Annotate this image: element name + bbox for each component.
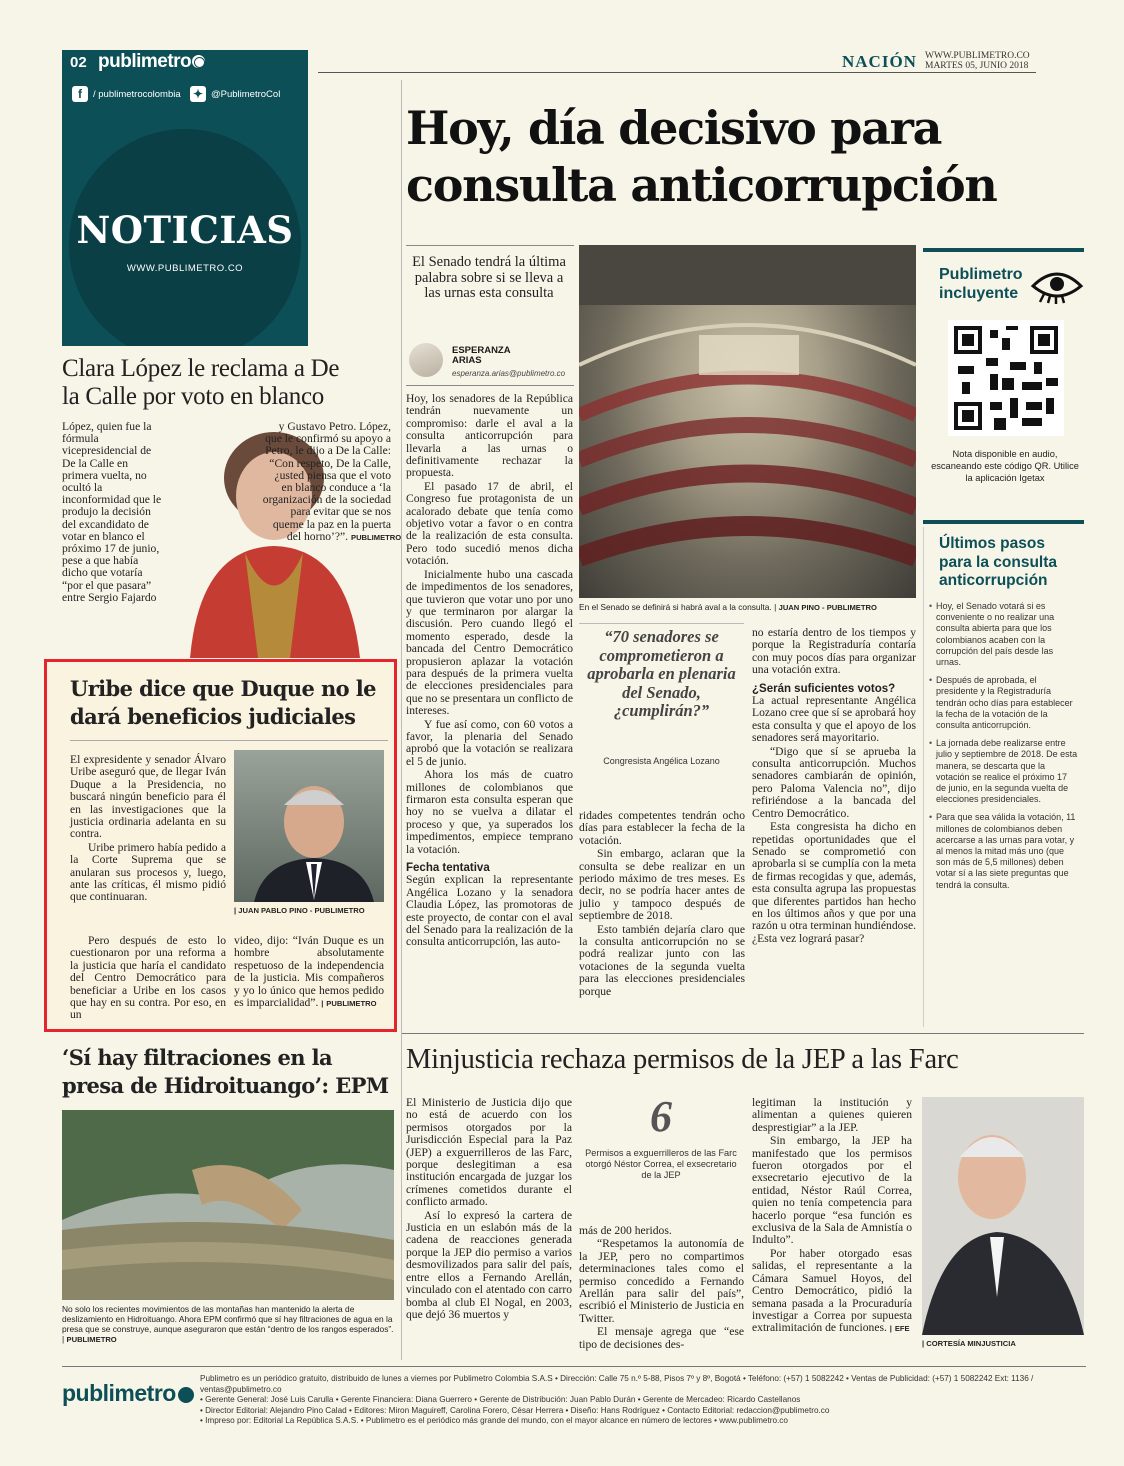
clara-col-left: López, quien fue la fórmula vicepresidencial de De la Calle en primera vuelta, no ocultó la inconformidad que le produjo la decisión del excandidato de votar en blanco el próximo 17 de junio, pese a que había dicho que votaría “por el que pasara” entre Sergio Fajardo (62, 420, 162, 604)
logo-globe-icon (192, 55, 205, 68)
section-url: WWW.PUBLIMETRO.CO (126, 263, 244, 274)
divider (401, 80, 402, 1360)
main-story-col2: ridades competentes tendrán ocho días para establecer la fecha de la votación. Sin embargo, aclaran que la consulta se debe realizar en un periodo máximo de tres meses. Es decir, no se podría hacer antes de julio y tampoco después de septiembre de 2018. Esto también dejaría claro que la consulta anticorrupción no se podrá realizar junto con las votaciones de la segunda vuelta para las elecciones presidenciales porque (579, 809, 745, 998)
senate-illustration (579, 245, 916, 598)
steps-title: Últimos pasos para la consulta anticorrupción (939, 535, 1058, 589)
main-subtitle: El Senado tendrá la última palabra sobre si se lleva a las urnas esta consulta (412, 254, 566, 301)
author-avatar (409, 343, 443, 377)
stat-text: Permisos a exguerrilleros de las Farc otorgó Néstor Correa, el exsecretario de la JEP (585, 1148, 737, 1180)
page-number: 02 (70, 54, 87, 71)
jep-headline: Minjusticia rechaza permisos de la JEP a las Farc (406, 1044, 959, 1075)
divider (402, 1033, 1084, 1034)
subhead: ¿Serán suficientes votos? (752, 682, 896, 695)
steps-list (929, 601, 1079, 898)
pull-quote-attribution: Congresista Angélica Lozano (603, 756, 720, 766)
twitter-icon: ✦ (190, 86, 206, 102)
list-item: • La jornada debe realizarse entre julio y septiembre de 2018. De esta manera, se descarta que la votación se realice el próximo 17 de junio, en la segunda vuelta de elecciones presidenciales. (929, 738, 1079, 805)
uribe-end-credit: PUBLIMETRO (326, 999, 377, 1009)
author-name: ESPERANZA ARIAS (452, 345, 511, 366)
header-dateline (925, 51, 1030, 71)
facebook-link[interactable]: f / publimetrocolombia (72, 86, 181, 102)
logo-globe-icon (178, 1387, 194, 1403)
stat-number: 6 (650, 1092, 672, 1141)
site-url: WWW.PUBLIMETRO.CO (925, 51, 1030, 61)
issue-date: MARTES 05, JUNIO 2018 (925, 61, 1029, 71)
main-story-col3: no estaría dentro de los tiempos y porque la Registraduría contaría con muy pocos días para organizar una votación extra. ¿Serán suficientes votos? La actual representante Angélica Lozano cree que sí se aprobará hoy esta consulta y que el apoyo de los senadores será mayoritario. “Digo que sí se aprueba la consulta anticorrupción. Muchos senadores cambiarán de opinión, pero Paloma Valencia no”, dijo refiriéndose a la bancada del Centro Democrático. Esta congresista ha dicho en repetidas oportunidades que el Senado se comprometió con aprobarla si se cumplía con la meta de firmas recogidas y que, además, esta consulta agrupa las propuestas que diferentes partidos han hecho en los últimos años y que por una razón u otra terminan hundiéndose. ¿Esta vez logrará pasar? (752, 626, 916, 945)
main-story-col1: Hoy, los senadores de la República tendrán nuevamente un compromiso: darle el aval a la consulta anticorrupción para llevarla a las urnas o definitivamente rechazar la propuesta. El pasado 17 de abril, el Congreso fue protagonista de un acalorado debate que tenía como objetivo votar a favor o en contra de la realización de esta consulta. Pero todo sucedió menos dicha votación. Inicialmente hubo una cascada de impedimentos de los senadores, que tuvieron que votar uno por uno y que terminaron por alargar la discusión. Pero cuando llegó el momento esperado, desde la bancada del Centro Democrático propusieron aplazar la votación para después de la primera vuelta de elecciones presidenciales para que no se presentara un conflicto de intereses. Y fue así como, con 60 votos a favor, la plenaria del Senado aprobó que la votación se realizara el 5 de junio. Ahora los más de cuatro millones de colombianos que firmaron esta consulta esperan que hoy no se vuelva a dilatar el proceso y que, ya superados los impedimentos, empiece temprano la votación. Fecha tentativa Según explican la representante Angélica Lozano y la senadora Claudia López, las promotoras de este proyecto, de contar con el aval del Senado para la realización de la consulta anticorrupción, las auto- (406, 392, 573, 949)
qr-note: Nota disponible en audio, escaneando este código QR. Utilice la aplicación Igetax (931, 449, 1079, 483)
qr-code[interactable] (948, 320, 1064, 436)
twitter-link[interactable]: ✦ @PublimetroCol (190, 86, 280, 102)
header-rule (318, 72, 1036, 73)
clara-headline: Clara López le reclama a De la Calle por voto en blanco (62, 355, 340, 410)
uribe-col-right: video, dijo: “Iván Duque es un hombre absolutamente respetuoso de la independencia de la justicia. Mis compañeros y yo lo único que hemos pedido es imparcialidad”. | PUBLIMETRO (234, 934, 384, 1010)
sidebar-rule (923, 520, 1084, 524)
epm-headline: ‘Sí hay filtraciones en la presa de Hidroituango’: EPM (62, 1045, 389, 1098)
jep-col3: legitiman la institución y alimentan a quienes quieren desprestigiar” a la JEP. Sin embargo, la JEP ha manifestado que los permisos fueron otorgados por el exsecretario ejecutivo de la entidad, Néstor Raúl Correa, quien no tenía competencia para hacerlo porque “esa función es exclusiva de la Sala de Amnistía o Indulto”. Por haber otorgado esas salidas, el representante a la Cámara Samuel Hoyos, del Centro Democrático, pidió la semana pasada a la Procuraduría investigar a Correa por supuesta extralimitación de funciones. | EFE (752, 1096, 912, 1335)
hidroituango-photo (62, 1110, 394, 1300)
brand-logo: publimetro (98, 51, 205, 73)
uribe-photo (234, 750, 384, 902)
clara-col-right: y Gustavo Petro. López, que le confirmó su apoyo a Petro, le dijo a De la Calle: “Con respeto, De la Calle, ¿usted piensa que el voto en blanco conduce a ‘la organización de la sociedad para evitar que se nos queme la paz en la puerta del horno’?”. PUBLIMETRO (262, 420, 402, 543)
divider (406, 385, 574, 386)
section-masthead (62, 50, 308, 346)
sidebar-rule (923, 248, 1084, 252)
jep-end-credit: EFE (894, 1324, 910, 1334)
divider (579, 623, 744, 624)
main-headline: Hoy, día decisivo para consulta anticorrupción (406, 101, 997, 212)
facebook-icon: f (72, 86, 88, 102)
uribe-headline: Uribe dice que Duque no le dará beneficios judiciales (70, 676, 376, 729)
senate-photo (579, 245, 916, 598)
pull-quote: “70 senadores se comprometieron a aprobarla en plenaria del Senado, ¿cumplirán?” (587, 627, 736, 720)
jep-col1: El Ministerio de Justicia dijo que no está de acuerdo con los permisos otorgados por la Jurisdicción Especial para la Paz (JEP) a exguerrilleros de las Farc, porque deslegitiman a esa institución encargada de juzgar los crímenes cometidos durante el conflicto armado. Así lo expresó la cartera de Justicia en un eslabón más de la cadena de reacciones generada porque la JEP dio permiso a varios desmovilizados para salir del país, entre ellos a Fernando Arellán, vinculado con el atentado con carro bomba al club El Nogal, en 2003, que dejó 36 muertos y (406, 1096, 572, 1321)
section-name: NACIÓN (842, 52, 917, 71)
section-label: NOTICIAS (76, 208, 294, 252)
footer-logo: publimetro (62, 1380, 194, 1407)
minjusticia-photo-credit: | CORTESÍA MINJUSTICIA (922, 1339, 1016, 1348)
divider (70, 740, 388, 741)
senate-photo-caption: En el Senado se definirá si habrá aval a la consulta. | JUAN PINO - PUBLIMETRO (579, 602, 877, 612)
uribe-col-left-end: Pero después de esto lo cuestionaron por una reforma a la justicia que haría el candidato del Centro Democrático para beneficiar a Uribe en los casos que hay en su contra. Por eso, en un (70, 934, 226, 1022)
inclusive-title: Publimetro incluyente (939, 266, 1023, 302)
divider (406, 245, 574, 246)
uribe-col-left: El expresidente y senador Álvaro Uribe aseguró que, de llegar Iván Duque a la Presidencia, no buscará ningún beneficio para él en las investigaciones que la justicia ordinaria adelanta en su contra. Uribe primero había pedido a la Corte Suprema que se anularan sus procesos y, luego, ante las críticas, él mismo pidió que continuaran. (70, 753, 226, 904)
list-item: • Para que sea válida la votación, 11 millones de colombianos deben acercarse a las urnas para votar, y al menos la mitad más uno (que son más de 5,5 millones) deben votar sí a las siete preguntas que tendrá la consulta. (929, 812, 1079, 890)
epm-caption: No solo los recientes movimientos de las montañas han mantenido la alerta de deslizamiento en Hidroituango. Ahora EPM confirmó que sí hay filtraciones de agua en la presa que se construye, aunque aseguraron que están “dentro de los rangos esperados”. | PUBLIMETRO (62, 1304, 394, 1344)
list-item: • Después de aprobada, el presidente y la Registraduría tendrán ocho días para establecer la fecha de la votación de la consulta anticorrupción. (929, 675, 1079, 731)
accessibility-eye-icon (1030, 264, 1084, 308)
footer-imprint: Publimetro es un periódico gratuito, distribuido de lunes a viernes por Publimetro Colombia S.A.S • Dirección: Calle 75 n.º 5-88, Pisos 7º y 8º, Bogotá • Teléfono: (+57) 1 5082242 • Ventas de Publicidad: (+57) 1 5082242 Ext: 1136 / ventas@publimetro.co • Gerente General: José Luis Carulla • Gerente Financiera: Diana Guerrero • Gerente de Distribución: Juan Pablo Durán • Gerente de Mercadeo: Ricardo Castellanos • Director Editorial: Alejandro Pino Calad • Editores: Miron Maguireff, Carolina Forero, César Herrera • Diseño: Hans Rodríguez • Contacto Editorial: redaccion@publimetro.co • Impreso por: Editorial La República S.A.S. • Publimetro es el periódico más grande del mundo, con el mayor alcance en número de lectores • www.publimetro.co (200, 1374, 1034, 1426)
divider (923, 527, 924, 1027)
qr-icon (954, 326, 1058, 430)
footer-rule (62, 1366, 1086, 1367)
uribe-photo-credit: | JUAN PABLO PINO - PUBLIMETRO (234, 906, 365, 915)
list-item: • Hoy, el Senado votará si es conveniente o no realizar una consulta abierta para que los colombianos acaben con la corrupción del país desde las urnas. (929, 601, 1079, 668)
jep-col2: más de 200 heridos. “Respetamos la autonomía de la JEP, pero no compartimos determinaciones tales como el permiso concedido a Fernando Arellán para salir del país”, escribió el Ministerio de Justicia en Twitter. El mensaje agrega que “ese tipo de decisiones des- (579, 1224, 744, 1351)
author-email[interactable]: esperanza.arias@publimetro.co (452, 369, 566, 378)
clara-credit: PUBLIMETRO (351, 532, 402, 542)
subhead: Fecha tentativa (406, 862, 490, 875)
minjusticia-photo (922, 1097, 1084, 1335)
